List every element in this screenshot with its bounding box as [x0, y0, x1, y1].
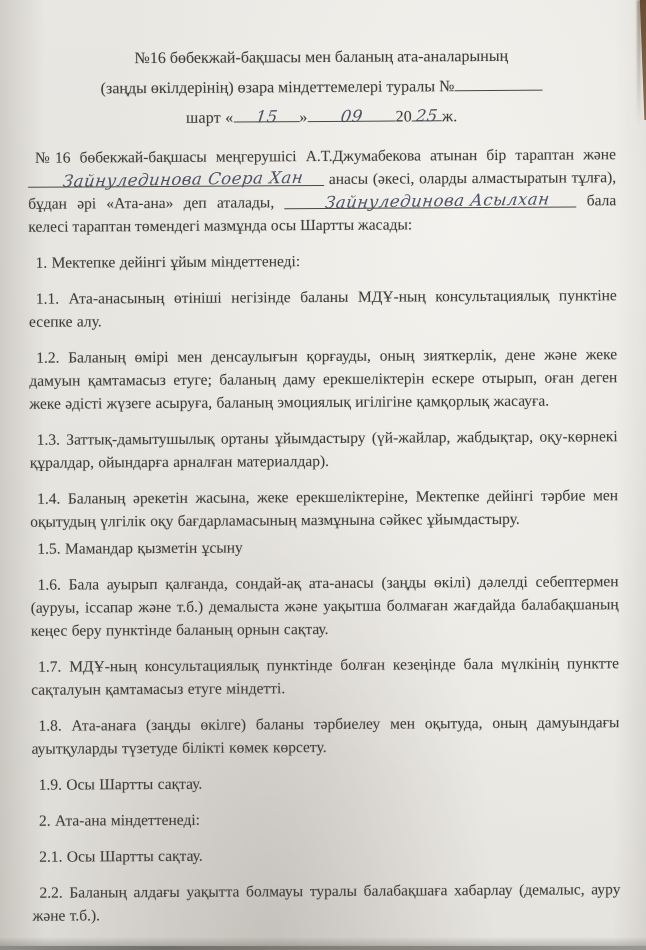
contract-paragraph: 2.1. Осы Шартты сақтау. — [39, 847, 203, 866]
contract-paragraph: 1.9. Осы Шартты сақтау. — [38, 775, 203, 794]
handwritten-child-name: Зайнулединова Асылхан — [324, 189, 551, 213]
handwritten-parent-name: Зайнулединова Соера Хан — [61, 167, 305, 191]
contract-paragraph: 1.7. МДҰ-ның консультациялық пунктінде болған кезеңінде бала мүлкінің пунктте сақталуын қамтамасыз етуге міндетті. — [31, 655, 620, 699]
contract-paragraph: 1.1. Ата-анасының өтініші негізінде баланы МДҰ-ның консультациялық пунктіне есепке алу. — [28, 287, 617, 331]
paper-edge-shadow — [637, 0, 641, 125]
contract-intro-paragraph — [28, 143, 617, 239]
intro-part3: бала келесі тараптан төмендегі мазмұнда осы Шартты жасады: — [28, 192, 617, 236]
contract-paragraph: 2. Ата-ана міндеттенеді: — [38, 811, 200, 830]
date-month-blank — [307, 106, 395, 127]
date-prefix: шарт « — [185, 109, 234, 127]
title-line2-text: (заңды өкілдерінің) өзара міндеттемелері туралы № — [100, 78, 455, 98]
contract-title-line2 — [27, 74, 615, 101]
date-day-blank — [233, 106, 299, 127]
contract-paragraph: 1.8. Ата-анаға (заңды өкілге) баланы тәрбиелеу мен оқытуда, оның дамуындағы ауытқуларды түзетуде білікті көмек көрсету. — [31, 714, 620, 758]
parent-name-blank — [28, 167, 324, 191]
contract-title-block — [27, 44, 615, 131]
intro-part2: анасы (әкесі, оларды алмастыратын тұлға), бұдан әрі «Ата-ана» деп аталады, — [28, 169, 617, 213]
handwritten-day: 15 — [254, 107, 279, 127]
contract-number-blank — [454, 75, 542, 92]
child-name-blank — [284, 189, 576, 213]
handwritten-month: 09 — [339, 106, 364, 127]
contract-paragraph: 1.3. Заттық-дамытушылық ортаны ұйымдастыру (үй-жайлар, жабдықтар, оқу-көрнекі құралдар, ойындарға арналған материалдар). — [29, 428, 618, 472]
contract-paragraph: 1.5. Мамандар қызметін ұсыну — [37, 539, 243, 558]
contract-paragraph: 1.4. Баланың әрекетін жасына, жеке ерекшеліктеріне, Мектепке дейінгі тәрбие мен оқытудың үлгілік оқу бағдарламасының мазмұнына сәйкес ұйымдастыру. — [30, 487, 619, 531]
date-suffix: ж. — [441, 108, 458, 126]
contract-paragraph: 1.2. Баланың өмірі мен денсаулығын қорғауды, оның зияткерлік, дене және жеке дамуын қамтамасыз етуге; баланың даму ерекшеліктерін ескере отырып, оған деген жеке әдісті жүзеге асыруға, баланың эмоциялық игілігіне қамқорлық жасауға. — [29, 346, 618, 413]
contract-clauses — [29, 248, 621, 928]
intro-part1: №16 бөбекжай-бақшасы меңгерушісі А.Т.Джумабекова атынан бір тараптан және — [34, 146, 616, 167]
date-close-quote: » — [299, 109, 308, 127]
contract-paragraph: 1.6. Бала ауырып қалғанда, сондай-ақ ата-анасы (заңды өкілі) дәлелді себептермен (ауруы, іссапар және т.б.) демалыста және уақытша болмаған жағдайда балабақшаның кеңес беру пунктінде баланың орнын сақтау. — [30, 573, 619, 640]
contract-title-line1: №16 бөбекжай-бақшасы мен баланың ата-аналарының — [134, 47, 509, 68]
handwritten-year: 25 — [414, 106, 440, 126]
table-edge-strip — [0, 946, 646, 950]
date-year-prefix: 20 — [395, 108, 413, 126]
date-year-blank — [412, 105, 442, 126]
contract-paragraph: 1. Мектепке дейінгі ұйым міндеттенеді: — [35, 253, 301, 272]
contract-date-line — [28, 104, 616, 131]
contract-sheet — [27, 44, 620, 941]
contract-paragraph: 2.2. Баланың алдағы уақытта болмауы туралы балабақшаға хабарлау (демалыс, ауру және т.б.). — [32, 881, 621, 925]
